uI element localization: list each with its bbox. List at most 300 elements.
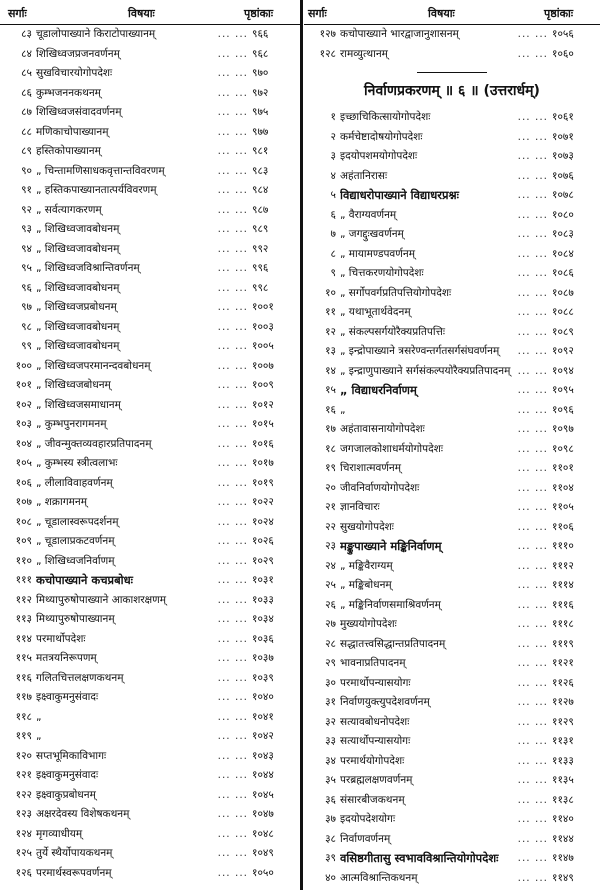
- chapter-title: „ मायामण्डपवर्णनम्: [340, 247, 415, 260]
- toc-row: [0, 454, 300, 474]
- page-number: १०८०: [552, 208, 574, 221]
- page-number: १११०: [552, 540, 574, 552]
- chapter-title: „ सर्गोपवर्गप्रतिपत्तियोगोपदेशः: [340, 286, 452, 299]
- chapter-number: ६: [330, 208, 336, 221]
- page-number: ९६८: [252, 47, 269, 60]
- leader-dots: ... ...: [217, 671, 248, 684]
- chapter-number: १०: [325, 286, 336, 299]
- chapter-number: ११८: [15, 710, 32, 723]
- chapter-number: ३९: [325, 852, 336, 864]
- page-number: १११६: [552, 598, 574, 611]
- leader-dots: ... ...: [217, 535, 248, 547]
- chapter-number: ८७: [21, 106, 32, 118]
- page-number: १०४४: [252, 769, 274, 781]
- chapter-title: „ इन्द्राणुपाख्याने सर्गसंकल्पयोरैक्यप्रतिपादनम्: [340, 364, 511, 377]
- chapter-title: परमार्थयोगोपदेशः: [340, 754, 405, 767]
- chapter-number: १९: [325, 462, 336, 474]
- chapter-number: १०५: [15, 457, 32, 469]
- page-number: ११२९: [552, 715, 574, 728]
- chapter-title: „ शिखिध्वजविश्रान्तिवर्णनम्: [36, 262, 140, 274]
- leader-dots: ... ...: [517, 345, 548, 357]
- page-number: ९७७: [252, 125, 269, 138]
- page-number: १०३४: [252, 613, 274, 625]
- leader-dots: ... ...: [517, 559, 548, 572]
- chapter-number: ९४: [21, 242, 32, 255]
- chapter-title: सुखविचारयोगोपदेशः: [36, 67, 113, 79]
- chapter-title: मणिकाचोपाख्यानम्: [36, 125, 109, 138]
- toc-row: [0, 708, 300, 728]
- chapter-title: „ चूडालास्वरूपदर्शनम्: [36, 515, 119, 528]
- chapter-number: १०३: [15, 418, 32, 430]
- leader-dots: ... ...: [217, 574, 248, 586]
- toc-row: [0, 864, 300, 884]
- leader-dots: ... ...: [517, 501, 548, 513]
- page-number: ९९८: [252, 281, 269, 294]
- page-number: १११९: [552, 637, 574, 650]
- leader-dots: ... ...: [517, 111, 548, 123]
- toc-row: [304, 459, 600, 479]
- page-number: ११४४: [552, 832, 574, 845]
- chapter-number: १५: [325, 384, 336, 396]
- leader-dots: ... ...: [517, 169, 548, 182]
- chapter-title: मुख्ययोगोपदेशः: [340, 618, 397, 630]
- chapter-title: „ जीवन्मुक्तव्यवहारप्रतिपादनम्: [36, 437, 152, 450]
- chapter-title: विद्याधरोपाख्याने विद्याधरप्रश्नः: [340, 188, 459, 202]
- leader-dots: ... ...: [217, 320, 248, 333]
- toc-row: [0, 825, 300, 845]
- chapter-title: आत्मविश्रान्तिकथनम्: [340, 871, 418, 884]
- toc-row: [0, 123, 300, 143]
- chapter-title: „ चूडालाप्रकटवर्णनम्: [36, 535, 115, 547]
- leader-dots: ... ...: [517, 442, 548, 455]
- chapter-number: ९३: [21, 223, 32, 235]
- leader-dots: ... ...: [217, 125, 248, 138]
- page-number: १०४२: [252, 730, 274, 742]
- left-header: [0, 0, 300, 25]
- page-number: १०४१: [252, 710, 274, 723]
- leader-dots: ... ...: [517, 598, 548, 611]
- chapter-number: ८८: [21, 125, 32, 138]
- chapter-title: „ इन्द्रोपाख्याने त्रसरेण्वन्तर्गतसर्गसंघवर्णनम्: [340, 345, 500, 357]
- toc-row: [304, 284, 600, 304]
- chapter-number: १२४: [15, 827, 32, 840]
- toc-row: [304, 245, 600, 265]
- toc-row: [304, 108, 600, 128]
- leader-dots: ... ...: [217, 281, 248, 294]
- page-number: ९८९: [252, 223, 269, 235]
- right-rows: [304, 108, 600, 888]
- left-rows: [0, 25, 300, 883]
- toc-row: [0, 376, 300, 396]
- page-number: १११८: [552, 618, 574, 630]
- header-prishtha: पृष्ठांकाः: [244, 7, 274, 20]
- toc-row: [0, 337, 300, 357]
- chapter-number: ३१: [325, 696, 336, 708]
- chapter-number: २३: [325, 540, 336, 552]
- chapter-title: „ शिखिध्वजावबोधनम्: [36, 281, 120, 294]
- page-number: ९९६: [252, 262, 269, 274]
- page-number: ११३८: [552, 793, 574, 806]
- chapter-number: ९१: [21, 184, 32, 196]
- page-number: १०४५: [252, 788, 274, 801]
- chapter-number: ९५: [21, 262, 32, 274]
- toc-row: [0, 688, 300, 708]
- page-number: ९७२: [252, 86, 269, 99]
- toc-row: [0, 727, 300, 747]
- chapter-number: १०९: [15, 535, 32, 547]
- leader-dots: ... ...: [217, 652, 248, 664]
- page-number: ९८७: [252, 203, 269, 216]
- chapter-title: „ शिखिध्वजप्रबोधनम्: [36, 301, 117, 313]
- leader-dots: ... ...: [217, 710, 248, 723]
- page-number: ११०६: [552, 520, 574, 533]
- chapter-number: ८: [330, 247, 336, 260]
- toc-row: [304, 674, 600, 694]
- chapter-number: २८: [325, 637, 336, 650]
- chapter-title: „ लीलाविवाहवर्णनम्: [36, 476, 113, 489]
- chapter-number: १२२: [15, 788, 32, 801]
- toc-row: [0, 318, 300, 338]
- chapter-title: संसारबीजकथनम्: [340, 793, 405, 806]
- chapter-number: ११: [325, 306, 336, 318]
- leader-dots: ... ...: [217, 457, 248, 469]
- chapter-title: „ कुम्भपुनरागमनम्: [36, 418, 107, 430]
- toc-row: [0, 103, 300, 123]
- chapter-number: ९: [330, 267, 336, 279]
- page-number: १०६१: [552, 111, 574, 123]
- page-number: १०९६: [552, 403, 574, 416]
- toc-row: [304, 323, 600, 343]
- chapter-title: „ शिखिध्वजबोधनम्: [36, 379, 111, 391]
- chapter-number: १२८: [319, 47, 336, 60]
- chapter-number: ८५: [21, 67, 32, 79]
- chapter-title: भावनाप्रतिपादनम्: [340, 657, 406, 669]
- leader-dots: ... ...: [517, 579, 548, 591]
- leader-dots: ... ...: [517, 189, 548, 201]
- chapter-number: २१: [325, 501, 336, 513]
- leader-dots: ... ...: [217, 28, 248, 40]
- chapter-number: १२६: [15, 866, 32, 879]
- chapter-title: निर्वाणवर्णनम्: [340, 832, 391, 845]
- page-number: १०७३: [552, 150, 574, 162]
- leader-dots: ... ...: [517, 267, 548, 279]
- chapter-title: „ कुम्भस्य स्त्रीत्वलाभः: [36, 457, 118, 469]
- page-number: १००९: [252, 379, 274, 391]
- leader-dots: ... ...: [517, 130, 548, 143]
- chapter-number: २९: [325, 657, 336, 669]
- chapter-number: ५: [330, 189, 336, 201]
- chapter-number: १६: [325, 403, 336, 416]
- column-divider: [300, 0, 303, 890]
- toc-row: [304, 830, 600, 850]
- leader-dots: ... ...: [517, 774, 548, 786]
- leader-dots: ... ...: [217, 866, 248, 879]
- toc-row: [0, 747, 300, 767]
- page-number: ११०४: [552, 481, 574, 494]
- chapter-number: १०२: [15, 398, 32, 411]
- chapter-title: सत्यावबोधनोपदेशः: [340, 715, 410, 728]
- toc-row: [304, 25, 600, 45]
- chapter-number: ३५: [325, 774, 336, 786]
- chapter-number: १०१: [15, 379, 32, 391]
- right-top-rows: [304, 25, 600, 64]
- page-number: १०२४: [252, 515, 274, 528]
- leader-dots: ... ...: [217, 47, 248, 60]
- chapter-number: ११३: [15, 613, 32, 625]
- page-number: १०५६: [552, 28, 574, 40]
- chapter-title: ज्ञानविचारः: [340, 501, 380, 513]
- toc-row: [0, 571, 300, 591]
- chapter-title: वसिष्ठगीतासु स्वभावविश्रान्तियोगोपदेशः: [340, 851, 499, 865]
- page-number: १०३९: [252, 671, 274, 684]
- page-number: १००१: [252, 301, 274, 313]
- leader-dots: ... ...: [217, 301, 248, 313]
- chapter-title: „ मङ्किनिर्वाणसमाश्रिवर्णनम्: [340, 598, 441, 611]
- page-number: १०१२: [252, 398, 274, 411]
- page-number: १०४८: [252, 827, 274, 840]
- leader-dots: ... ...: [217, 554, 248, 567]
- chapter-title: इक्ष्वाकुमनुसंवादः: [36, 769, 99, 781]
- chapter-number: ३४: [325, 754, 336, 767]
- page-number: ११२७: [552, 696, 574, 708]
- leader-dots: ... ...: [217, 437, 248, 450]
- chapter-title: „ शिखिध्वजपरमानन्दवबोधनम्: [36, 359, 151, 372]
- leader-dots: ... ...: [217, 632, 248, 645]
- chapter-number: ११२: [15, 593, 32, 606]
- chapter-title: मिथ्यापुरुषोपाख्याने आकाशरक्षणम्: [36, 593, 167, 606]
- leader-dots: ... ...: [517, 540, 548, 552]
- chapter-title: हस्तिकोपाख्यानम्: [36, 145, 101, 157]
- chapter-number: ३२: [325, 715, 336, 728]
- chapter-title: सत्यार्थोपन्यासयोगः: [340, 735, 411, 747]
- leader-dots: ... ...: [217, 593, 248, 606]
- chapter-number: २५: [325, 579, 336, 591]
- leader-dots: ... ...: [217, 106, 248, 118]
- toc-row: [0, 532, 300, 552]
- page-number: १०८९: [552, 325, 574, 338]
- chapter-title: मिथ्यापुरुषोपाख्यानम्: [36, 613, 115, 625]
- chapter-title: अक्षरदेवस्य विशेषकथनम्: [36, 808, 130, 820]
- page-number: १११४: [552, 579, 574, 591]
- chapter-number: १४: [325, 364, 336, 377]
- chapter-number: ३०: [325, 676, 336, 689]
- leader-dots: ... ...: [517, 754, 548, 767]
- leader-dots: ... ...: [517, 832, 548, 845]
- chapter-title: „ शिखिध्वजसमाधानम्: [36, 398, 121, 411]
- toc-row: [304, 225, 600, 245]
- toc-row: [304, 479, 600, 499]
- leader-dots: ... ...: [517, 520, 548, 533]
- page-number: ९८१: [252, 145, 269, 157]
- page-number: ९८४: [252, 184, 269, 196]
- chapter-title: इक्ष्वाकुमनुसंवादः: [36, 691, 99, 703]
- chapter-title: „ संकल्पसर्गयोरैक्यप्रतिपत्तिः: [340, 325, 445, 338]
- chapter-number: ९९: [21, 340, 32, 352]
- leader-dots: ... ...: [517, 47, 548, 60]
- toc-row: [0, 610, 300, 630]
- page-number: ११०१: [552, 462, 574, 474]
- page-number: १०९७: [552, 423, 574, 435]
- toc-row: [0, 630, 300, 650]
- chapter-title: शिखिध्वजसंवादवर्णनम्: [36, 106, 122, 118]
- leader-dots: ... ...: [217, 145, 248, 157]
- toc-row: [0, 766, 300, 786]
- toc-row: [304, 498, 600, 518]
- toc-row: [304, 635, 600, 655]
- right-column: [304, 0, 600, 890]
- chapter-number: ११९: [15, 730, 32, 742]
- chapter-title: सप्तभूमिकाविभागः: [36, 749, 107, 762]
- leader-dots: ... ...: [217, 262, 248, 274]
- chapter-number: १०४: [15, 437, 32, 450]
- chapter-number: १००: [15, 359, 32, 372]
- leader-dots: ... ...: [217, 827, 248, 840]
- toc-row: [304, 45, 600, 65]
- leader-dots: ... ...: [517, 150, 548, 162]
- toc-row: [304, 810, 600, 830]
- page-number: १०८३: [552, 228, 574, 240]
- chapter-title: कचोपाख्याने भारद्वाजानुशासनम्: [340, 28, 459, 40]
- toc-row: [304, 362, 600, 382]
- chapter-number: ११७: [15, 691, 32, 703]
- chapter-title: रामव्युत्थानम्: [340, 47, 388, 60]
- chapter-number: ३: [330, 150, 336, 162]
- chapter-number: ११०: [15, 554, 32, 567]
- chapter-number: ३३: [325, 735, 336, 747]
- toc-row: [0, 669, 300, 689]
- page-number: १०७१: [552, 130, 574, 143]
- leader-dots: ... ...: [217, 418, 248, 430]
- page-number: १०२६: [252, 535, 274, 547]
- chapter-number: ९७: [21, 301, 32, 313]
- page-number: १०४७: [252, 808, 274, 820]
- leader-dots: ... ...: [517, 793, 548, 806]
- toc-row: [304, 167, 600, 187]
- chapter-title: परमार्थोपन्यासयोगः: [340, 676, 411, 689]
- leader-dots: ... ...: [217, 184, 248, 196]
- chapter-title: कर्मचेष्टादोषयोगोपदेशः: [340, 130, 423, 143]
- leader-dots: ... ...: [217, 340, 248, 352]
- page-number: १०५०: [252, 866, 274, 879]
- chapter-number: २६: [325, 598, 336, 611]
- page-number: १०९८: [552, 442, 574, 455]
- leader-dots: ... ...: [517, 247, 548, 260]
- leader-dots: ... ...: [517, 657, 548, 669]
- page-number: ११३५: [552, 774, 574, 786]
- toc-row: [0, 805, 300, 825]
- page-number: १०९४: [552, 364, 574, 377]
- toc-row: [0, 259, 300, 279]
- chapter-title: „ मङ्किबोधनम्: [340, 579, 392, 591]
- toc-row: [0, 181, 300, 201]
- chapter-number: १: [330, 111, 336, 123]
- toc-row: [304, 576, 600, 596]
- leader-dots: ... ...: [517, 306, 548, 318]
- page-number: १०२९: [252, 554, 274, 567]
- toc-row: [304, 147, 600, 167]
- toc-row: [304, 693, 600, 713]
- toc-row: [0, 552, 300, 572]
- chapter-number: ११४: [15, 632, 32, 645]
- leader-dots: ... ...: [517, 384, 548, 396]
- chapter-number: ८४: [21, 47, 32, 60]
- leader-dots: ... ...: [517, 813, 548, 825]
- leader-dots: ... ...: [217, 613, 248, 625]
- chapter-title: „: [36, 710, 42, 723]
- page-number: १००५: [252, 340, 274, 352]
- chapter-title: „ वैराग्यवर्णनम्: [340, 208, 397, 221]
- page-number: १०८८: [552, 306, 574, 318]
- leader-dots: ... ...: [217, 398, 248, 411]
- chapter-number: २७: [325, 618, 336, 630]
- toc-row: [0, 220, 300, 240]
- page-number: ९८३: [252, 164, 269, 177]
- leader-dots: ... ...: [517, 618, 548, 630]
- chapter-title: „ जगद्दुःखवर्णनम्: [340, 228, 404, 240]
- toc-row: [304, 713, 600, 733]
- page-number: १०१९: [252, 476, 274, 489]
- toc-row: [304, 771, 600, 791]
- chapter-number: ३७: [325, 813, 336, 825]
- chapter-title: „: [36, 730, 42, 742]
- chapter-number: १२१: [15, 769, 32, 781]
- chapter-number: ३८: [325, 832, 336, 845]
- chapter-number: १२३: [15, 808, 32, 820]
- leader-dots: ... ...: [217, 203, 248, 216]
- chapter-number: १२५: [15, 847, 32, 859]
- page-number: १०१६: [252, 437, 274, 450]
- toc-row: [0, 25, 300, 45]
- page-number: १०७६: [552, 169, 574, 182]
- toc-row: [0, 435, 300, 455]
- page-number: १०४०: [252, 691, 274, 703]
- chapter-number: १२७: [319, 28, 336, 40]
- toc-row: [304, 264, 600, 284]
- chapter-title: शिखिध्वजप्रजनवर्णनम्: [36, 47, 120, 60]
- chapter-title: जगजालकोशाधर्मयोगोपदेशः: [340, 442, 443, 455]
- right-header: [304, 0, 600, 25]
- page-number: १०३१: [252, 574, 274, 586]
- leader-dots: ... ...: [517, 676, 548, 689]
- toc-row: [304, 128, 600, 148]
- page-number: ९७०: [252, 67, 269, 79]
- toc-row: [304, 596, 600, 616]
- toc-row: [304, 752, 600, 772]
- leader-dots: ... ...: [517, 423, 548, 435]
- chapter-number: ९०: [21, 164, 32, 177]
- toc-row: [0, 396, 300, 416]
- chapter-title: कुम्भजननकथनम्: [36, 86, 101, 99]
- page-number: ११२१: [552, 657, 574, 669]
- page-number: ११४७: [552, 852, 574, 864]
- chapter-number: १०८: [15, 515, 32, 528]
- toc-row: [304, 615, 600, 635]
- leader-dots: ... ...: [217, 164, 248, 177]
- leader-dots: ... ...: [517, 871, 548, 884]
- section-rule: [417, 72, 487, 73]
- chapter-number: १८: [325, 442, 336, 455]
- toc-row: [304, 342, 600, 362]
- header-sarga: सर्गाः: [8, 7, 27, 20]
- leader-dots: ... ...: [217, 769, 248, 781]
- header-vishaya: विषयाः: [128, 7, 155, 20]
- toc-row: [0, 279, 300, 299]
- toc-row: [304, 537, 600, 557]
- page-number: ११०५: [552, 501, 574, 513]
- chapter-number: १२०: [15, 749, 32, 762]
- toc-row: [0, 240, 300, 260]
- chapter-number: ११६: [15, 671, 32, 684]
